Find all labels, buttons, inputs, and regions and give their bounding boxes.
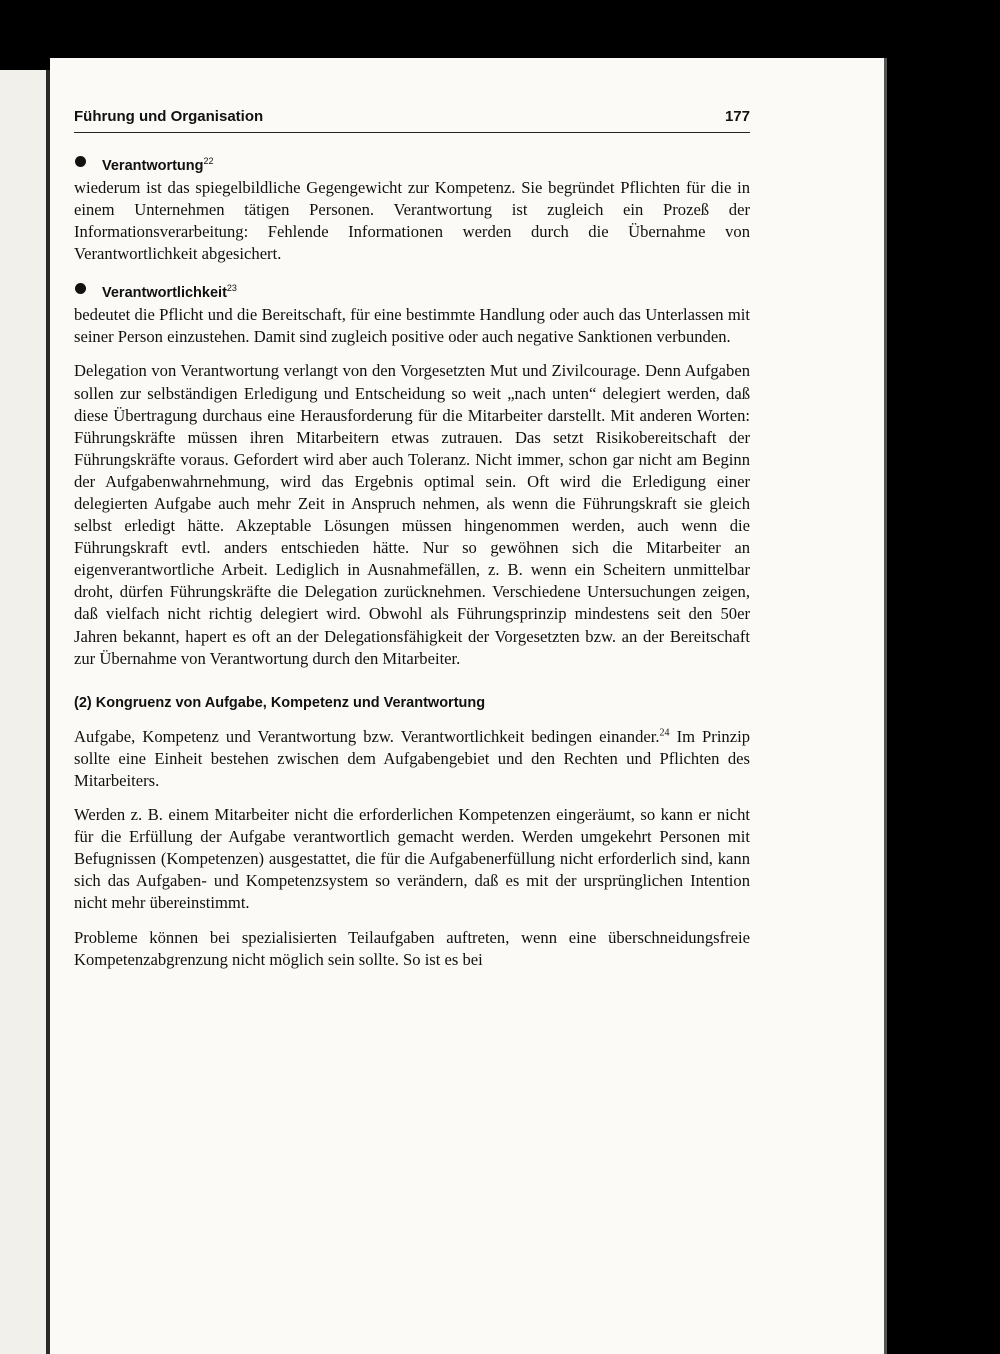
header-title: Führung und Organisation [74, 108, 264, 125]
paragraph-text: Im Prinzip sollte eine Einheit bestehen zwischen dem Aufgabengebiet und den Rechten und Pflichten des Mitarbeiters. [74, 726, 750, 790]
running-header [74, 106, 750, 133]
paragraph-probleme: Probleme können bei spezialisierten Teilaufgaben auftreten, wenn eine überschneidungsfreie Kompetenzabgrenzung nicht möglich sein sollte. So ist es bei [74, 927, 750, 969]
bullet-heading-text: Verantwortung [102, 157, 204, 174]
previous-page-edge [0, 70, 46, 1354]
footnote-marker: 24 [659, 727, 670, 739]
paragraph-text: Aufgabe, Kompetenz und Verantwortung bzw. Verantwortlichkeit bedingen einander. [74, 726, 660, 746]
bullet-text: wiederum ist das spiegelbildliche Gegengewicht zur Kompetenz. Sie begründet Pflichten für die in einem Unternehmen tätigen Personen. Verantwortung ist zugleich ein Prozeß der Informationsverarbeitung: Fehlende Informationen werden durch die Übernahme von Verantwortlichkeit abgesichert. [74, 177, 750, 264]
page-body [74, 150, 750, 983]
paragraph-kongruenz [74, 726, 750, 792]
page-edge-shadow [884, 58, 887, 1354]
bullet-text: bedeutet die Pflicht und die Bereitschaft, für eine bestimmte Handlung oder auch das Unterlassen mit seiner Person einzustehen. Damit sind zugleich positive oder auch negative Sanktionen verbunden. [74, 305, 750, 347]
page-number: 177 [724, 108, 750, 125]
footnote-marker: 23 [226, 283, 237, 294]
bullet-heading-text: Verantwortlichkeit [102, 285, 227, 302]
bullet-heading [74, 150, 750, 177]
footnote-marker: 22 [203, 156, 214, 166]
bullet-verantwortlichkeit [74, 277, 750, 348]
bullet-heading [74, 277, 750, 304]
bullet-dot-icon [75, 283, 86, 294]
section-heading: (2) Kongruenz von Aufgabe, Kompetenz und Verantwortung [74, 694, 486, 711]
bullet-dot-icon [75, 156, 86, 167]
paragraph-werden: Werden z. B. einem Mitarbeiter nicht die erforderlichen Kompetenzen eingeräumt, so kann er nicht für die Erfüllung der Aufgabe verantwortlich gemacht werden. Werden umgekehrt Personen mit Befugnissen (Kompetenzen) ausgestattet, die für die Aufgabenerfüllung nicht erforderlich sind, kann sich das Aufgaben- und Kompetenzsystem so verändern, daß es mit der ursprünglichen Intention nicht mehr übereinstimmt. [74, 805, 750, 913]
paragraph-delegation: Delegation von Verantwortung verlangt von den Vorgesetzten Mut und Zivilcourage. Denn Aufgaben sollen zur selbständigen Erledigung und Entscheidung so weit „nach unten“ delegiert werden, daß diese Übertragung durchaus eine Herausforderung für die Mitarbeiter darstellt. Mit anderen Worten: Führungskräfte müssen ihren Mitarbeitern etwas zutrauen. Das setzt Risikobereitschaft der Führungskräfte voraus. Gefordert wird aber auch Toleranz. Nicht immer, schon gar nicht am Beginn der Aufgabenwahrnehmung, wird das Ergebnis optimal sein. Oft wird die Erledigung einer delegierten Aufgabe auch mehr Zeit in Anspruch nehmen, als wenn die Führungskraft sie gleich selbst erledigt hätte. Akzeptable Lösungen müssen hingenommen werden, auch wenn die Führungskraft evtl. anders entschieden hätte. Nur so gewöhnen sich die Mitarbeiter an eigenverantwortliche Arbeit. Lediglich in Ausnahmefällen, z. B. wenn ein Scheitern unmittelbar droht, dürfen Führungskräfte die Delegation zurücknehmen. Verschiedene Untersuchungen zeigen, daß vielfach nicht richtig delegiert wird. Obwohl als Führungsprinzip mindestens seit den 50er Jahren bekannt, hapert es oft an der Delegationsfähigkeit der Vorgesetzten bzw. an der Bereitschaft zur Übernahme von Verantwortung durch den Mitarbeiter. [74, 361, 750, 668]
bullet-verantwortung [74, 150, 750, 265]
